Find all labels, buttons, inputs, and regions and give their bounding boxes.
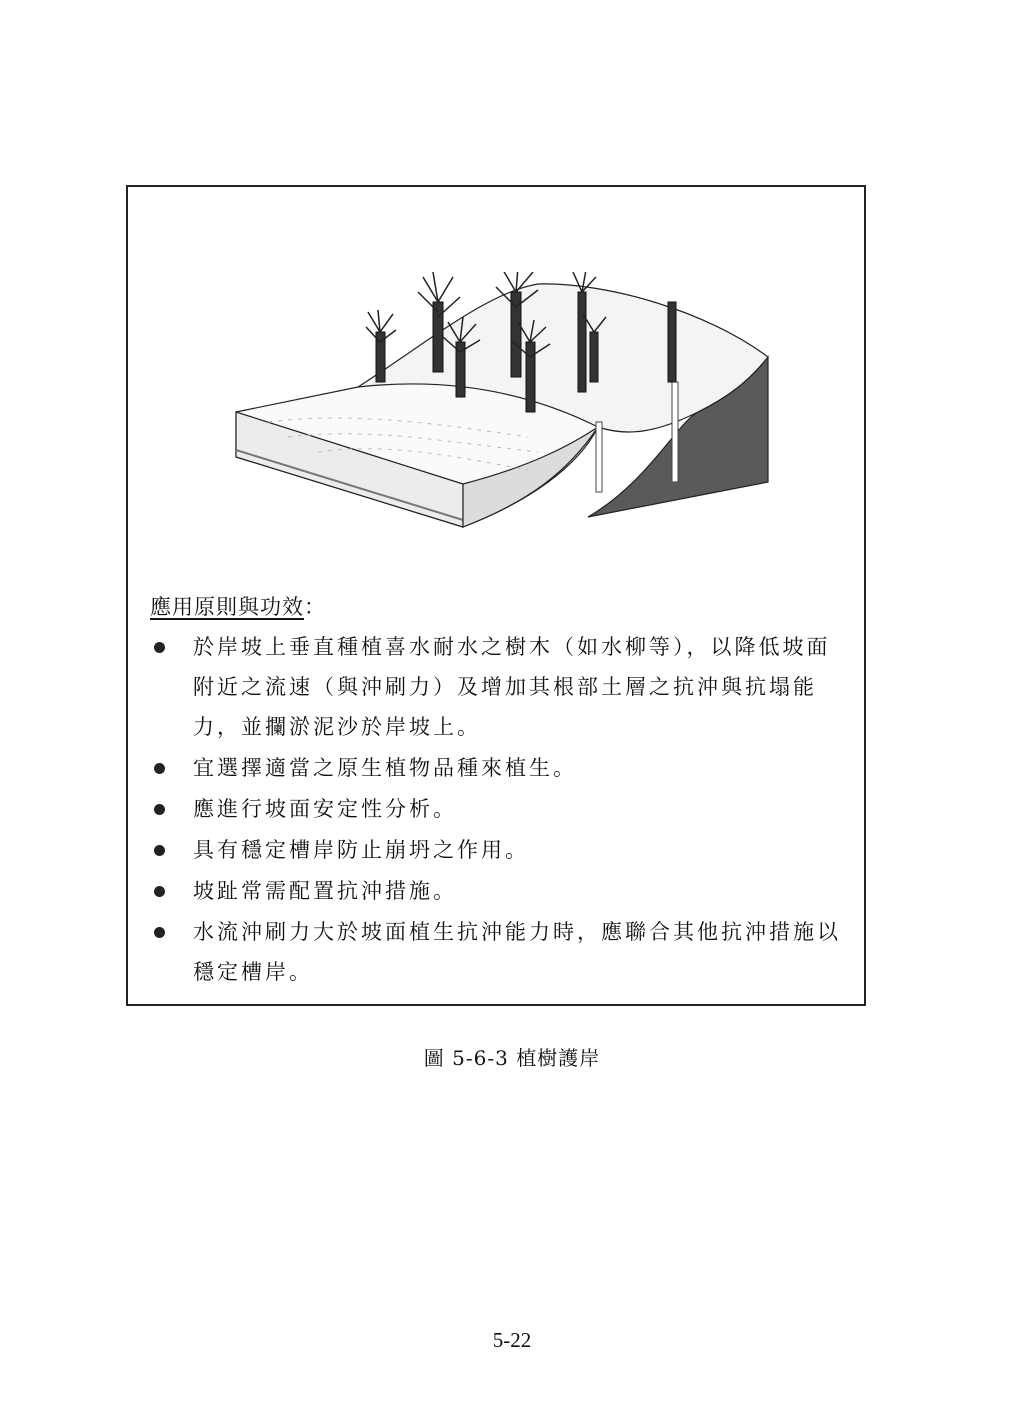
list-item bbox=[150, 912, 850, 992]
bullet-icon bbox=[154, 642, 165, 653]
principles-list bbox=[150, 627, 850, 993]
list-item-text: 於岸坡上垂直種植喜水耐水之樹木（如水柳等），以降低坡面附近之流速（與沖刷力）及增加其根部土層之抗沖與抗塌能力，並攔淤泥沙於岸坡上。 bbox=[193, 635, 831, 739]
tree-planted-bank-illustration bbox=[228, 272, 788, 552]
bullet-icon bbox=[154, 845, 165, 856]
list-item-text: 坡趾常需配置抗沖措施。 bbox=[193, 879, 457, 903]
figure-frame bbox=[126, 185, 866, 1006]
list-item bbox=[150, 627, 850, 747]
list-item bbox=[150, 748, 850, 788]
page-number: 5-22 bbox=[492, 1328, 532, 1352]
bullet-icon bbox=[154, 804, 165, 815]
bullet-icon bbox=[154, 927, 165, 938]
list-item bbox=[150, 789, 850, 829]
list-item bbox=[150, 830, 850, 870]
list-item-text: 宜選擇適當之原生植物品種來植生。 bbox=[193, 756, 577, 780]
figure-caption: 圖 5-6-3 植樹護岸 bbox=[423, 1046, 601, 1070]
bullet-icon bbox=[154, 763, 165, 774]
bullet-icon bbox=[154, 886, 165, 897]
list-item-text: 具有穩定槽岸防止崩坍之作用。 bbox=[193, 838, 529, 862]
principles-heading-text: 應用原則與功效 bbox=[150, 595, 304, 619]
list-item bbox=[150, 871, 850, 911]
list-item-text: 水流沖刷力大於坡面植生抗沖能力時，應聯合其他抗沖措施以穩定槽岸。 bbox=[193, 920, 841, 984]
list-item-text: 應進行坡面安定性分析。 bbox=[193, 797, 457, 821]
principles-heading-colon: ： bbox=[304, 595, 326, 619]
principles-heading bbox=[150, 591, 326, 621]
